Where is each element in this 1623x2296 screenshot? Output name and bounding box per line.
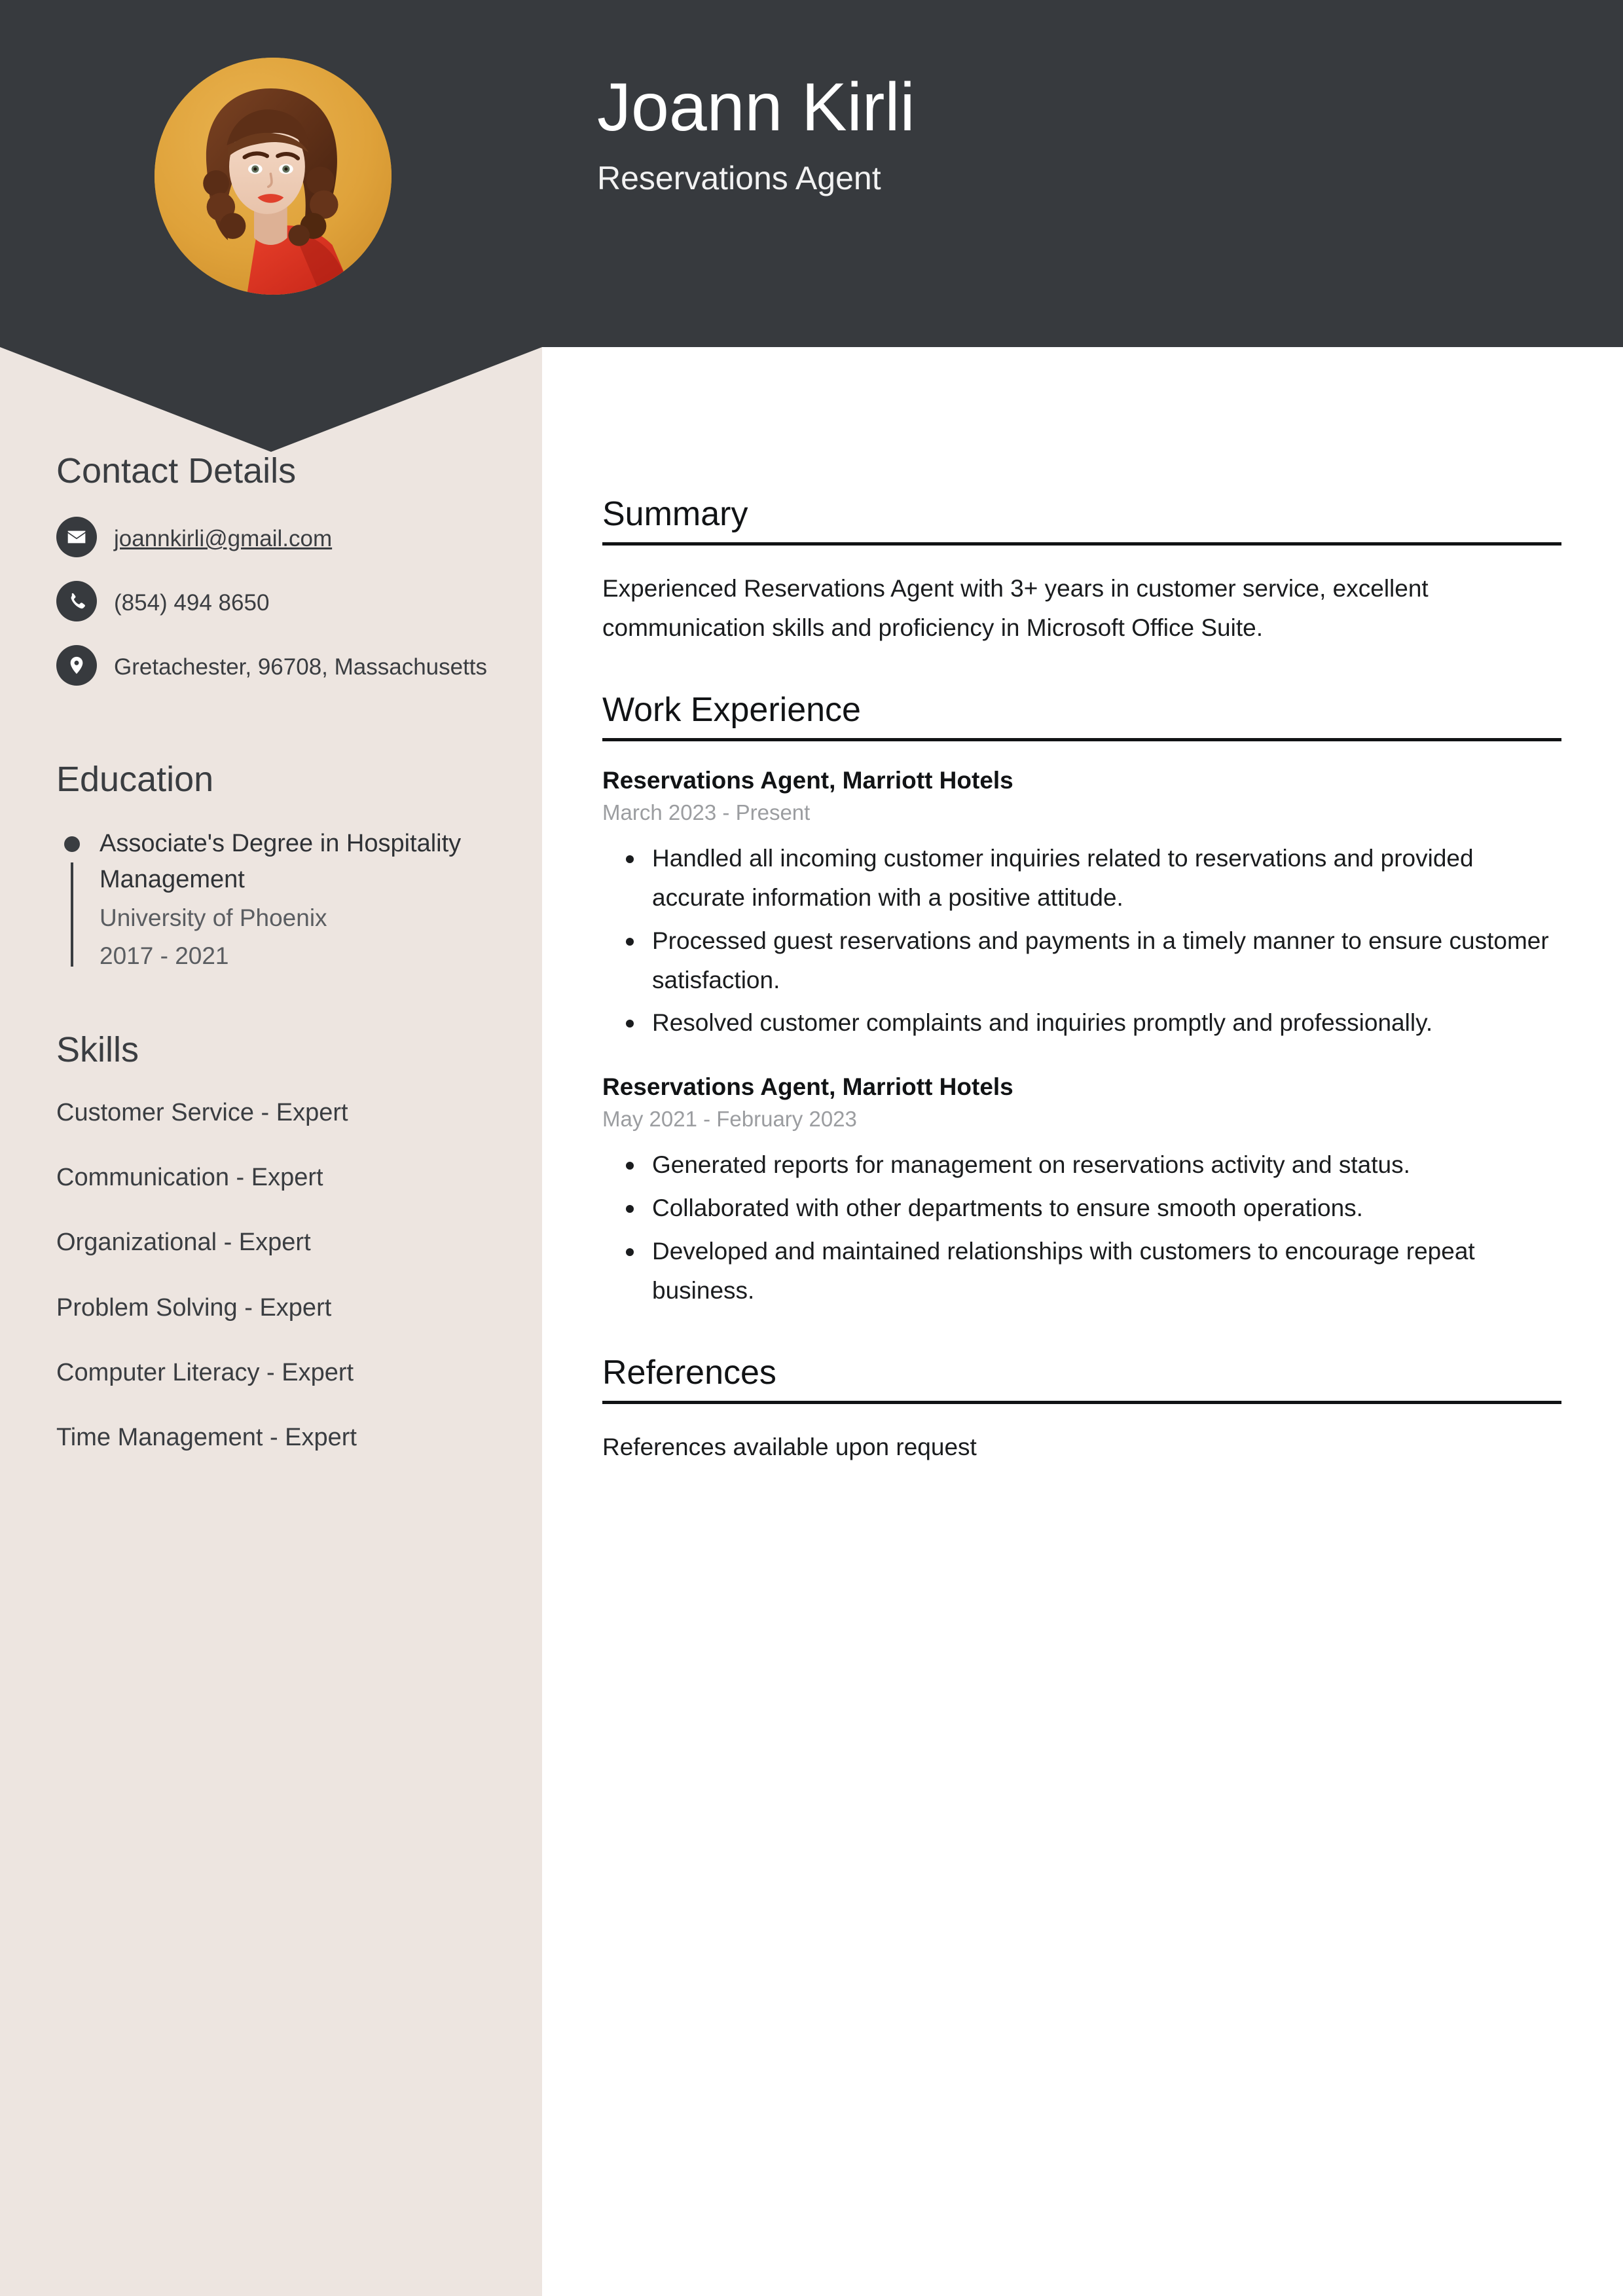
job-bullet: Resolved customer complaints and inquiries promptly and professionally. xyxy=(652,1003,1561,1043)
work-experience-section xyxy=(602,691,1561,1310)
skills-heading: Skills xyxy=(56,1030,139,1070)
skill-item: Customer Service - Expert xyxy=(56,1098,348,1126)
job-bullet: Collaborated with other departments to ensure smooth operations. xyxy=(652,1189,1561,1228)
contact-phone-value[interactable]: (854) 494 8650 xyxy=(114,590,270,616)
job-bullet: Developed and maintained relationships with customers to encourage repeat business. xyxy=(652,1232,1561,1310)
job-bullet: Generated reports for management on reservations activity and status. xyxy=(652,1145,1561,1185)
contact-item-phone xyxy=(56,581,495,621)
header-text-block xyxy=(597,69,1514,197)
skill-item: Computer Literacy - Expert xyxy=(56,1358,354,1386)
contact-details-heading: Contact Details xyxy=(56,451,297,491)
summary-text: Experienced Reservations Agent with 3+ years in customer service, excellent communication skills and proficiency in Microsoft Office Suite. xyxy=(602,575,1429,642)
avatar xyxy=(155,58,392,295)
skills-section xyxy=(0,1031,542,1454)
skill-item: Problem Solving - Expert xyxy=(56,1293,332,1322)
job-dates: May 2021 - February 2023 xyxy=(602,1107,857,1132)
job-title: Reservations Agent, Marriott Hotels xyxy=(602,767,1013,794)
references-heading: References xyxy=(602,1353,776,1392)
sidebar-spacer-2 xyxy=(0,980,542,1031)
education-heading: Education xyxy=(56,760,214,800)
work-experience-heading-rule xyxy=(602,738,1561,741)
sidebar-spacer-1 xyxy=(0,709,542,760)
skills-list xyxy=(56,1096,495,1455)
job-bullet: Handled all incoming customer inquiries related to reservations and provided accurate information with a positive attitude. xyxy=(652,839,1561,917)
contact-details-section xyxy=(0,452,542,686)
job-title: Reservations Agent, Marriott Hotels xyxy=(602,1073,1013,1101)
education-school: University of Phoenix xyxy=(100,904,327,931)
sidebar xyxy=(0,452,542,1486)
references-heading-rule xyxy=(602,1401,1561,1404)
education-timeline-rule xyxy=(71,862,73,967)
person-job-title: Reservations Agent xyxy=(597,160,881,197)
profile-photo-illustration xyxy=(155,58,392,295)
contact-list xyxy=(56,517,495,686)
skill-item: Organizational - Expert xyxy=(56,1229,311,1257)
contact-item-email xyxy=(56,517,495,557)
location-pin-icon xyxy=(56,645,97,686)
summary-section xyxy=(602,495,1561,648)
job-dates: March 2023 - Present xyxy=(602,800,811,825)
contact-location-value[interactable]: Gretachester, 96708, Massachusetts xyxy=(114,654,488,680)
job-bullet-list xyxy=(602,839,1561,1043)
person-name: Joann Kirli xyxy=(597,69,915,145)
envelope-icon xyxy=(56,517,97,557)
summary-heading-rule xyxy=(602,542,1561,546)
education-item xyxy=(56,826,495,973)
education-section xyxy=(0,760,542,973)
contact-email-value[interactable]: joannkirli@gmail.com xyxy=(114,526,333,552)
education-degree: Associate's Degree in Hospitality Management xyxy=(100,829,462,893)
education-bullet-icon xyxy=(64,836,80,852)
main-content xyxy=(602,495,1561,1510)
job-entry xyxy=(602,765,1561,1043)
job-bullet: Processed guest reservations and payments in a timely manner to ensure customer satisfaction. xyxy=(652,921,1561,1000)
work-experience-heading: Work Experience xyxy=(602,691,861,730)
references-text: References available upon request xyxy=(602,1433,977,1460)
education-dates: 2017 - 2021 xyxy=(100,942,229,969)
skill-item: Communication - Expert xyxy=(56,1163,323,1191)
summary-heading: Summary xyxy=(602,495,748,533)
contact-item-location xyxy=(56,645,495,686)
job-entry xyxy=(602,1071,1561,1310)
header-chevron-shape xyxy=(0,347,542,452)
skill-item: Time Management - Expert xyxy=(56,1424,357,1452)
references-section xyxy=(602,1354,1561,1467)
job-bullet-list xyxy=(602,1145,1561,1310)
phone-icon xyxy=(56,581,97,621)
